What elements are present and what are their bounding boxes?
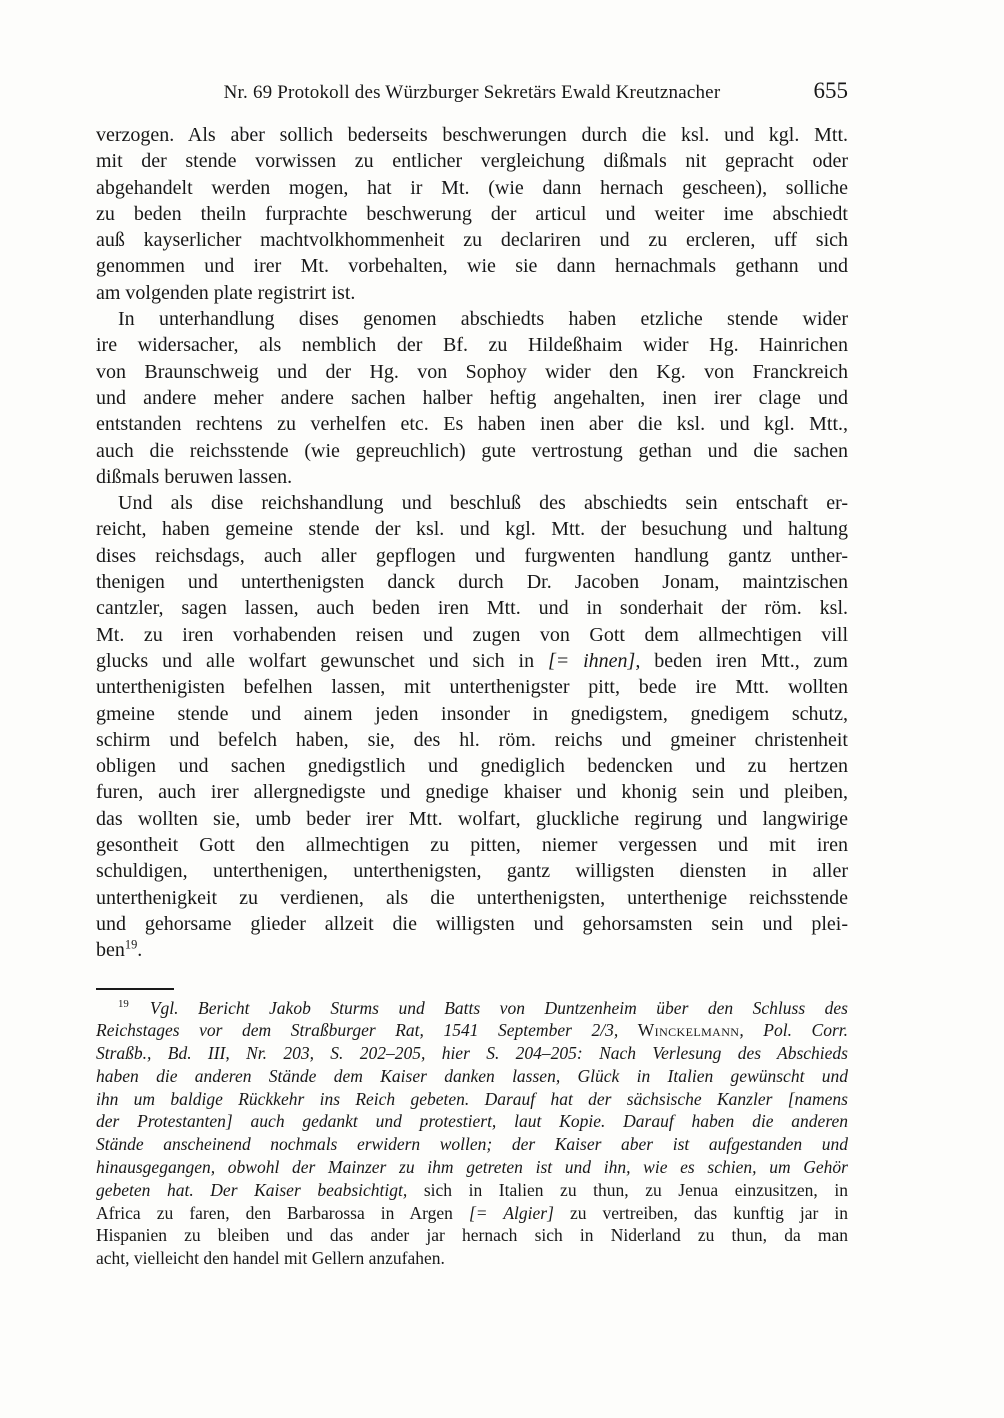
text-column <box>96 78 848 1270</box>
text-line: glucks und alle wolfart gewunschet und sich in [= ihnen], beden iren Mtt., zum <box>96 649 848 672</box>
text-line: schirm und befelch haben, sie, des hl. röm. reichs und gmeiner christenheit <box>96 728 848 751</box>
text-line: Hispanien zu bleiben und das ander jar hernach sich in Niderland zu thun, da man <box>96 1225 848 1246</box>
text-line: gebeten hat. Der Kaiser beabsichtigt, sich in Italien zu thun, zu Jenua einzusitzen, in <box>96 1179 848 1200</box>
text-line: und andere meher andere sachen halber heftig angehalten, inen irer clage und <box>96 386 848 409</box>
paragraph <box>96 306 848 490</box>
text-line: Stände anscheinend nochmals erwidern wollen; der Kaiser aber ist aufgestanden und <box>96 1134 848 1155</box>
running-header-title: Nr. 69 Protokoll des Würzburger Sekretärs Ewald Kreutznacher <box>223 82 721 103</box>
text-line: gesontheit Gott den allmechtigen zu pitten, niemer vergessen und mit iren <box>96 834 848 857</box>
text-line: dises reichsdags, auch aller gepflogen und furgwenten handlung gantz unther- <box>96 544 848 567</box>
text-line: reicht, haben gemeine stende der ksl. und kgl. Mtt. der besuchung und haltung <box>96 518 848 541</box>
text-line: das wollten sie, umb beder irer Mtt. wolfart, gluckliche regirung und langwirige <box>96 807 848 830</box>
text-line: dißmals beruwen lassen. <box>96 465 293 488</box>
footnote-separator <box>96 988 174 990</box>
text-line: gmeine stende und ainem jeden insonder in gnedigstem, gnedigem schutz, <box>96 702 848 725</box>
paragraph <box>96 997 848 1271</box>
text-line: cantzler, sagen lassen, auch beden iren Mtt. und in sonderhait der röm. ksl. <box>96 597 848 620</box>
text-line: unterthenigisten befelhen lassen, mit unterthenigster pitt, bede ire Mtt. wollten <box>96 676 848 699</box>
page-number: 655 <box>813 78 848 103</box>
text-line: thenigen und unterthenigsten danck durch Dr. Jacoben Jonam, maintzischen <box>96 571 848 594</box>
text-line: In unterhandlung dises genomen abschiedts haben etzliche stende wider <box>118 308 848 331</box>
text-line: acht, vielleicht den handel mit Gellern anzufahen. <box>96 1248 445 1269</box>
paragraph <box>96 122 848 306</box>
text-line: schuldigen, unterthenigen, unterthenigsten, gantz willigsten diensten in aller <box>96 860 848 883</box>
text-line: hinausgegangen, obwohl der Mainzer zu ihm getreten ist und ihn, wie es schien, um Gehör <box>96 1157 848 1178</box>
text-line: $^{19}$ Vgl. Bericht Jakob Sturms und Batts von Duntzenheim über den Schluss des <box>118 997 848 1018</box>
text-line: mit der stende vorwissen zu entlicher vergleichung dißmals nit gepracht oder <box>96 150 848 173</box>
text-line: ire widersacher, als nemblich der Bf. zu Hildeßhaim wider Hg. Hainrichen <box>96 334 848 357</box>
text-line: der Protestanten] auch gedankt und protestiert, laut Kopie. Darauf haben die anderen <box>96 1111 848 1132</box>
text-line: am volgenden plate registrirt ist. <box>96 281 356 304</box>
text-line: ben$^{19}$. <box>96 937 143 962</box>
text-line: und gehorsame glieder allzeit die willigsten und gehorsamsten sein und plei- <box>96 912 848 935</box>
text-line: obligen und sachen gnedigstlich und gnediglich bedencken und zu hertzen <box>96 755 848 778</box>
text-line: haben die anderen Stände dem Kaiser danken lassen, Glück in Italien gewünscht und <box>96 1065 848 1086</box>
text-line: Reichstages vor dem Straßburger Rat, 1541 September 2/3, Winckelmann, Pol. Corr. <box>96 1020 848 1041</box>
text-line: Africa zu faren, den Barbarossa in Argen [= Algier] zu vertreiben, das kunftig jar in <box>96 1202 848 1223</box>
text-line: auß kayserlicher machtvolkhommenheit zu declariren und zu ercleren, uff sich <box>96 229 848 252</box>
text-line: verzogen. Als aber sollich bederseits beschwerungen durch die ksl. und kgl. Mtt. <box>96 124 848 146</box>
text-line: genommen und irer Mt. vorbehalten, wie sie dann hernachmals gethann und <box>96 255 848 278</box>
text-line: zu beden theiln furprachte beschwerung der articul und weiter ime abschiedt <box>96 202 848 225</box>
text-line: abgehandelt werden mogen, hat ir Mt. (wie dann hernach gescheen), solliche <box>96 176 848 199</box>
footnote-text <box>96 997 848 1271</box>
paragraph <box>96 490 848 963</box>
text-line: entstanden rechtens zu verhelfen etc. Es haben inen aber die ksl. und kgl. Mtt., <box>96 413 848 436</box>
running-header <box>96 78 848 108</box>
text-line: auch die reichsstende (wie gepreuchlich) gute vertrostung gethan und die sachen <box>96 439 848 462</box>
text-line: ihn um baldige Rückkehr ins Reich gebeten. Darauf hat der sächsische Kanzler [namens <box>96 1088 848 1109</box>
text-line: Straßb., Bd. III, Nr. 203, S. 202–205, hier S. 204–205: Nach Verlesung des Abschieds <box>96 1043 848 1064</box>
text-line: Mt. zu iren vorhabenden reisen und zugen von Gott dem allmechtigen vill <box>96 623 848 646</box>
footnote-block <box>96 988 848 1271</box>
text-line: von Braunschweig und der Hg. von Sophoy wider den Kg. von Franckreich <box>96 360 848 383</box>
text-line: furen, auch irer allergnedigste und gnedige khaiser und khonig sein und pleiben, <box>96 781 848 804</box>
text-line: unterthenigkeit zu verdienen, als die unterthenigsten, unterthenige reichsstende <box>96 886 848 909</box>
body-text <box>96 122 848 964</box>
text-line: Und als dise reichshandlung und beschluß des abschiedts sein entschaft er- <box>118 492 848 515</box>
